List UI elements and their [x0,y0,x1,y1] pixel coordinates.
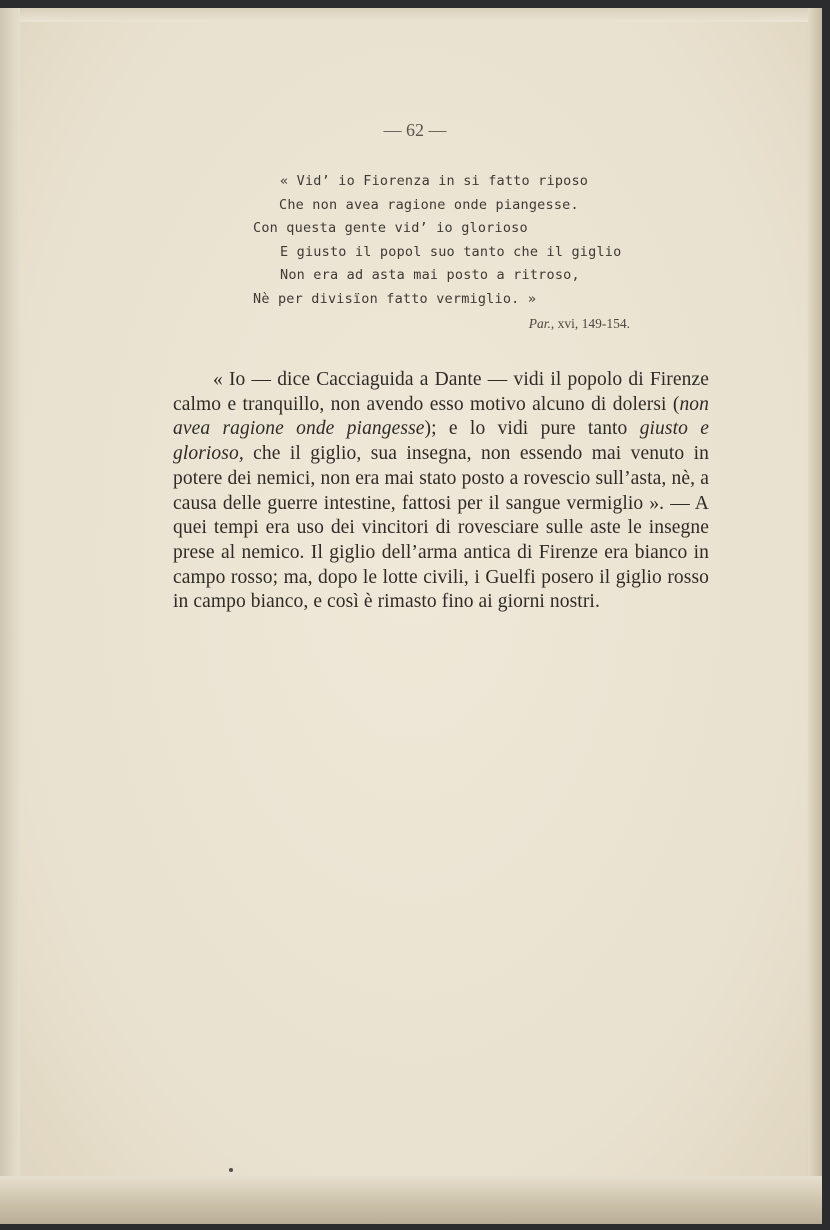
commentary-italic-quote: giusto e glorioso, [173,418,709,465]
verse-quotation [250,170,630,311]
commentary-paragraph [173,368,709,615]
verse-line: Che non avea ragione onde piangesse. [279,196,579,213]
page-top-edge [0,8,822,22]
citation-work: Par. [528,316,551,331]
citation-reference: , xvi, 149-154. [550,316,630,331]
verse-line: Con questa gente vid’ io glorioso [253,220,528,236]
page-bottom-edge [0,1176,822,1224]
verse-line: Nè per divisïon fatto vermiglio. » [253,290,537,307]
commentary-text: « Io — dice Cacciaguida a Dante — vidi il popolo di Firenze calmo e tranquillo, non avendo esso motivo alcuno di dolersi ( [173,369,709,415]
print-speck [229,1168,233,1172]
commentary-text: ); e lo vidi pure tanto [424,418,640,440]
page-number: — 62 — [383,120,447,140]
verse-line: E giusto il popol suo tanto che il giglio [280,243,622,260]
verse-line: Non era ad asta mai posto a ritroso, [280,267,580,283]
verse-citation [490,316,630,332]
page-right-edge [808,8,822,1224]
page-left-edge [0,8,20,1224]
commentary-text: che il giglio, sua insegna, non essendo mai venuto in potere dei nemici, non era mai stato posto a rovescio sull’asta, nè, a causa delle guerre intestine, fattosi per il sangue vermiglio ». — A quei tempi era uso dei vincitori di rovesciare sulle aste le insegne prese al nemico. Il giglio dell’arma antica di Firenze era bianco in campo rosso; ma, dopo le lotte civili, i Guelfi posero il giglio rosso in campo bianco, e così è rimasto fino ai giorni nostri. [173,443,709,613]
verse-line: « Vid’ io Fiorenza in si fatto riposo [280,173,589,189]
commentary-italic-quote: non avea ragione onde piangesse [173,393,709,440]
